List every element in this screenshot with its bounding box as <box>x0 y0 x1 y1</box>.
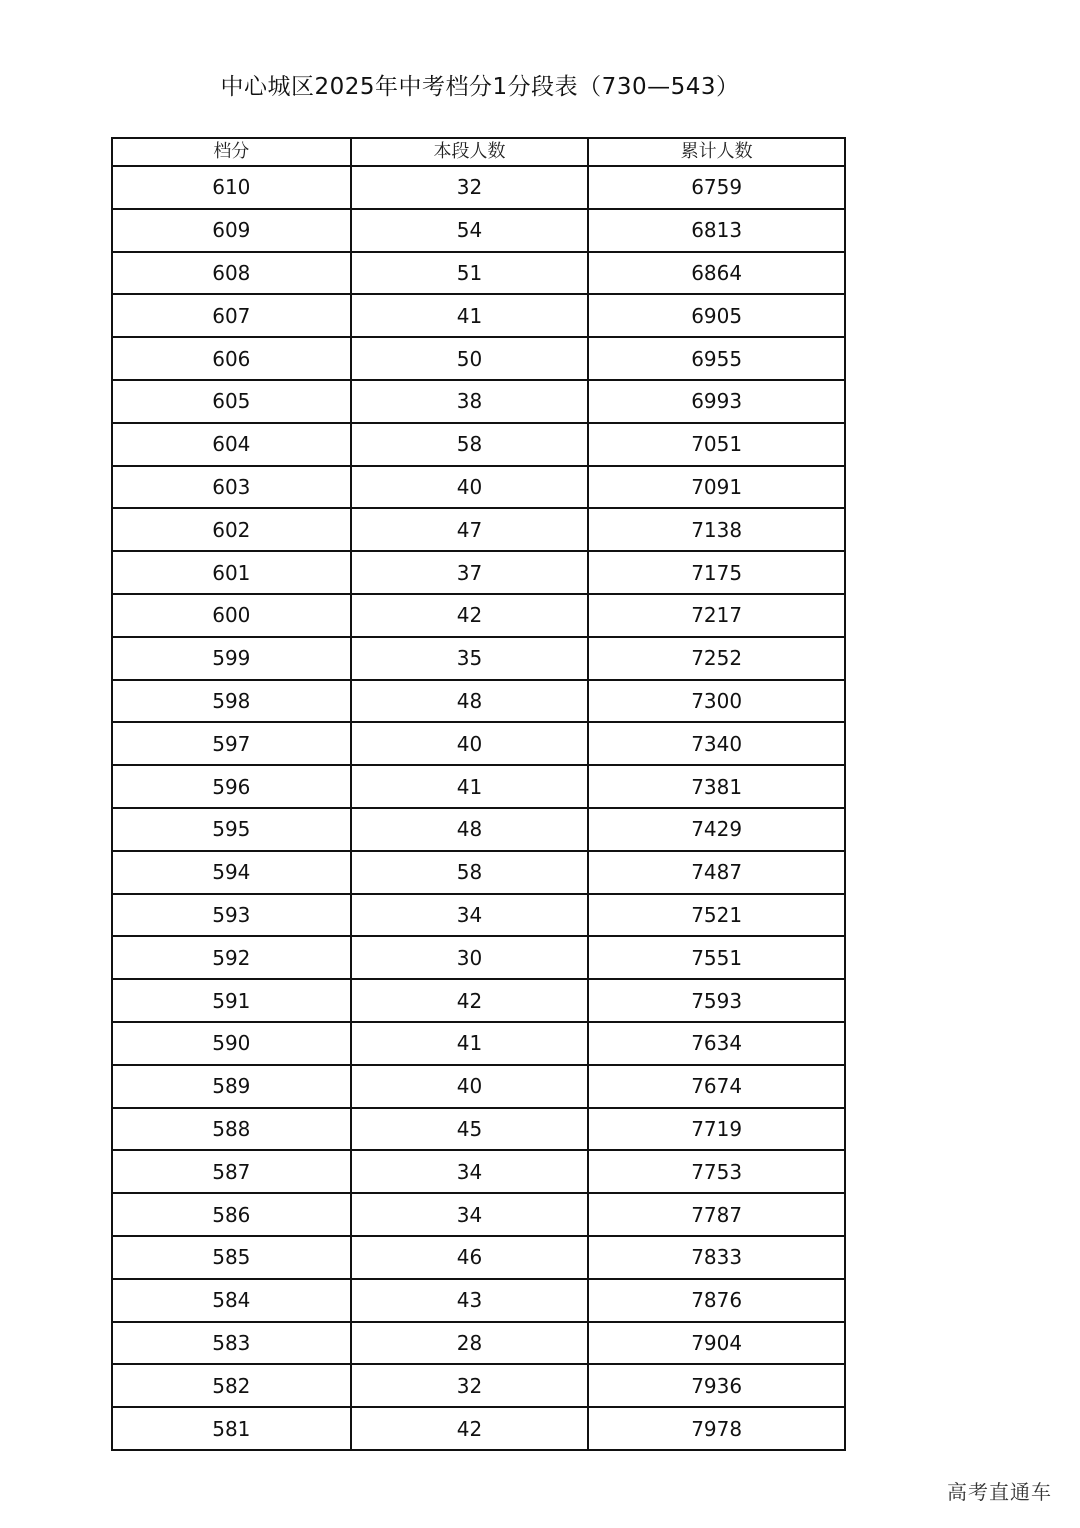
table-row <box>112 851 845 894</box>
table-row <box>112 808 845 851</box>
segment-count-cell: 58 <box>351 851 589 894</box>
cumulative-count-cell: 7753 <box>588 1150 845 1193</box>
table-row <box>112 1236 845 1279</box>
table-row <box>112 423 845 466</box>
segment-count-cell: 54 <box>351 209 589 252</box>
score-cell: 590 <box>112 1022 351 1065</box>
cumulative-count-cell: 7487 <box>588 851 845 894</box>
table-row <box>112 551 845 594</box>
table-row <box>112 936 845 979</box>
segment-count-cell: 32 <box>351 1364 589 1407</box>
cumulative-count-cell: 7051 <box>588 423 845 466</box>
segment-count-cell: 51 <box>351 252 589 295</box>
score-cell: 585 <box>112 1236 351 1279</box>
cumulative-count-cell: 7252 <box>588 637 845 680</box>
table-row <box>112 466 845 509</box>
segment-count-cell: 42 <box>351 594 589 637</box>
table-row <box>112 1022 845 1065</box>
table-row <box>112 1322 845 1365</box>
table-row <box>112 1193 845 1236</box>
score-cell: 598 <box>112 680 351 723</box>
table-row <box>112 1279 845 1322</box>
score-cell: 604 <box>112 423 351 466</box>
cumulative-count-cell: 7521 <box>588 894 845 937</box>
score-cell: 586 <box>112 1193 351 1236</box>
segment-count-cell: 35 <box>351 637 589 680</box>
table-row <box>112 1108 845 1151</box>
cumulative-count-cell: 7381 <box>588 765 845 808</box>
segment-count-cell: 28 <box>351 1322 589 1365</box>
table-row <box>112 294 845 337</box>
table-body <box>112 166 845 1450</box>
header-score: 档分 <box>112 138 351 166</box>
score-cell: 600 <box>112 594 351 637</box>
score-cell: 595 <box>112 808 351 851</box>
table-row <box>112 680 845 723</box>
score-cell: 591 <box>112 979 351 1022</box>
segment-count-cell: 42 <box>351 1407 589 1450</box>
score-cell: 583 <box>112 1322 351 1365</box>
segment-count-cell: 47 <box>351 508 589 551</box>
cumulative-count-cell: 6864 <box>588 252 845 295</box>
table-row <box>112 252 845 295</box>
segment-count-cell: 42 <box>351 979 589 1022</box>
segment-count-cell: 41 <box>351 294 589 337</box>
score-cell: 607 <box>112 294 351 337</box>
score-cell: 594 <box>112 851 351 894</box>
table-row <box>112 166 845 209</box>
score-cell: 605 <box>112 380 351 423</box>
segment-count-cell: 41 <box>351 765 589 808</box>
table-row <box>112 1065 845 1108</box>
cumulative-count-cell: 7429 <box>588 808 845 851</box>
score-cell: 599 <box>112 637 351 680</box>
cumulative-count-cell: 7217 <box>588 594 845 637</box>
segment-count-cell: 30 <box>351 936 589 979</box>
score-cell: 597 <box>112 722 351 765</box>
cumulative-count-cell: 7833 <box>588 1236 845 1279</box>
score-cell: 603 <box>112 466 351 509</box>
cumulative-count-cell: 7138 <box>588 508 845 551</box>
cumulative-count-cell: 7978 <box>588 1407 845 1450</box>
cumulative-count-cell: 7674 <box>588 1065 845 1108</box>
segment-count-cell: 40 <box>351 466 589 509</box>
cumulative-count-cell: 7634 <box>588 1022 845 1065</box>
segment-count-cell: 37 <box>351 551 589 594</box>
score-cell: 584 <box>112 1279 351 1322</box>
segment-count-cell: 46 <box>351 1236 589 1279</box>
score-distribution-table <box>111 137 846 1451</box>
table-row <box>112 637 845 680</box>
segment-count-cell: 41 <box>351 1022 589 1065</box>
cumulative-count-cell: 7719 <box>588 1108 845 1151</box>
cumulative-count-cell: 7593 <box>588 979 845 1022</box>
table-row <box>112 380 845 423</box>
header-segment-count: 本段人数 <box>351 138 589 166</box>
cumulative-count-cell: 7876 <box>588 1279 845 1322</box>
score-cell: 589 <box>112 1065 351 1108</box>
score-cell: 581 <box>112 1407 351 1450</box>
cumulative-count-cell: 7904 <box>588 1322 845 1365</box>
table-row <box>112 979 845 1022</box>
table-row <box>112 1150 845 1193</box>
cumulative-count-cell: 6759 <box>588 166 845 209</box>
score-cell: 602 <box>112 508 351 551</box>
header-cumulative-count: 累计人数 <box>588 138 845 166</box>
cumulative-count-cell: 7300 <box>588 680 845 723</box>
score-cell: 582 <box>112 1364 351 1407</box>
segment-count-cell: 48 <box>351 680 589 723</box>
table-header-row <box>112 138 845 166</box>
segment-count-cell: 40 <box>351 1065 589 1108</box>
score-cell: 606 <box>112 337 351 380</box>
cumulative-count-cell: 7551 <box>588 936 845 979</box>
table-row <box>112 722 845 765</box>
segment-count-cell: 34 <box>351 894 589 937</box>
score-cell: 608 <box>112 252 351 295</box>
segment-count-cell: 50 <box>351 337 589 380</box>
score-cell: 592 <box>112 936 351 979</box>
score-cell: 593 <box>112 894 351 937</box>
cumulative-count-cell: 7091 <box>588 466 845 509</box>
score-cell: 596 <box>112 765 351 808</box>
score-cell: 601 <box>112 551 351 594</box>
segment-count-cell: 34 <box>351 1150 589 1193</box>
segment-count-cell: 48 <box>351 808 589 851</box>
table-row <box>112 765 845 808</box>
cumulative-count-cell: 6813 <box>588 209 845 252</box>
cumulative-count-cell: 6955 <box>588 337 845 380</box>
table-row <box>112 508 845 551</box>
page-title: 中心城区2025年中考档分1分段表（730—543） <box>220 74 740 100</box>
table-row <box>112 209 845 252</box>
cumulative-count-cell: 7787 <box>588 1193 845 1236</box>
segment-count-cell: 58 <box>351 423 589 466</box>
cumulative-count-cell: 7175 <box>588 551 845 594</box>
segment-count-cell: 38 <box>351 380 589 423</box>
table-row <box>112 337 845 380</box>
cumulative-count-cell: 7936 <box>588 1364 845 1407</box>
table-row <box>112 1364 845 1407</box>
cumulative-count-cell: 6993 <box>588 380 845 423</box>
score-cell: 609 <box>112 209 351 252</box>
segment-count-cell: 45 <box>351 1108 589 1151</box>
watermark-text: 高考直通车 <box>947 1480 1052 1504</box>
score-cell: 610 <box>112 166 351 209</box>
table-row <box>112 894 845 937</box>
table-row <box>112 594 845 637</box>
segment-count-cell: 34 <box>351 1193 589 1236</box>
cumulative-count-cell: 6905 <box>588 294 845 337</box>
cumulative-count-cell: 7340 <box>588 722 845 765</box>
segment-count-cell: 43 <box>351 1279 589 1322</box>
segment-count-cell: 40 <box>351 722 589 765</box>
table-row <box>112 1407 845 1450</box>
score-cell: 587 <box>112 1150 351 1193</box>
score-cell: 588 <box>112 1108 351 1151</box>
segment-count-cell: 32 <box>351 166 589 209</box>
